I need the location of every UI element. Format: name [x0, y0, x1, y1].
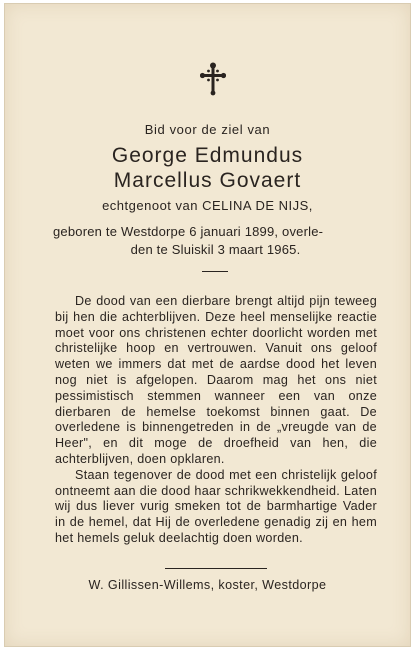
dates-line1: geboren te Westdorpe 6 januari 1899, overle-	[53, 224, 324, 239]
life-dates	[53, 223, 378, 259]
intro-line: Bid voor de ziel van	[144, 122, 271, 137]
body-text	[55, 294, 377, 547]
paragraph-1: De dood van een dierbare brengt altijd pijn teweeg bij hen die achterblijven. Deze heel menselijke reactie moet voor ons christenen echter doorlicht worden met christelijke hoop en vertrouwen. Vanuit ons geloof weten we immers dat met de aardse dood het leven nog niet is afgelopen. Daarom mag het ons niet pessimistisch stemmen wanneer een van onze dierbaren de hemelse toekomst binnen gaat. De overledene is binnengetreden in de „vreugde van de Heer", en dit moge de droefheid van hen, die achterblijven, doen opklaren.	[55, 294, 377, 466]
paragraph-2: Staan tegenover de dood met een christelijk geloof ontneemt aan die dood haar schrikwekkendheid. Laten wij dus liever vurig smeken tot de barmhartige Vader in de hemel, dat Hij de overledene genadig zij en hem het hemels geluk deelachtig doen worden.	[55, 467, 377, 545]
dates-line2: den te Sluiskil 3 maart 1965.	[130, 242, 301, 257]
spouse-line: echtgenoot van CELINA DE NIJS,	[102, 198, 313, 213]
footer-printer: W. Gillissen-Willems, koster, Westdorpe	[88, 578, 327, 592]
cross-icon	[200, 62, 226, 96]
divider-long	[165, 568, 267, 569]
memorial-card	[4, 3, 411, 647]
deceased-name-line2: Marcellus Govaert	[113, 169, 302, 192]
deceased-name-line1: George Edmundus	[111, 144, 304, 167]
divider-short	[202, 271, 228, 272]
